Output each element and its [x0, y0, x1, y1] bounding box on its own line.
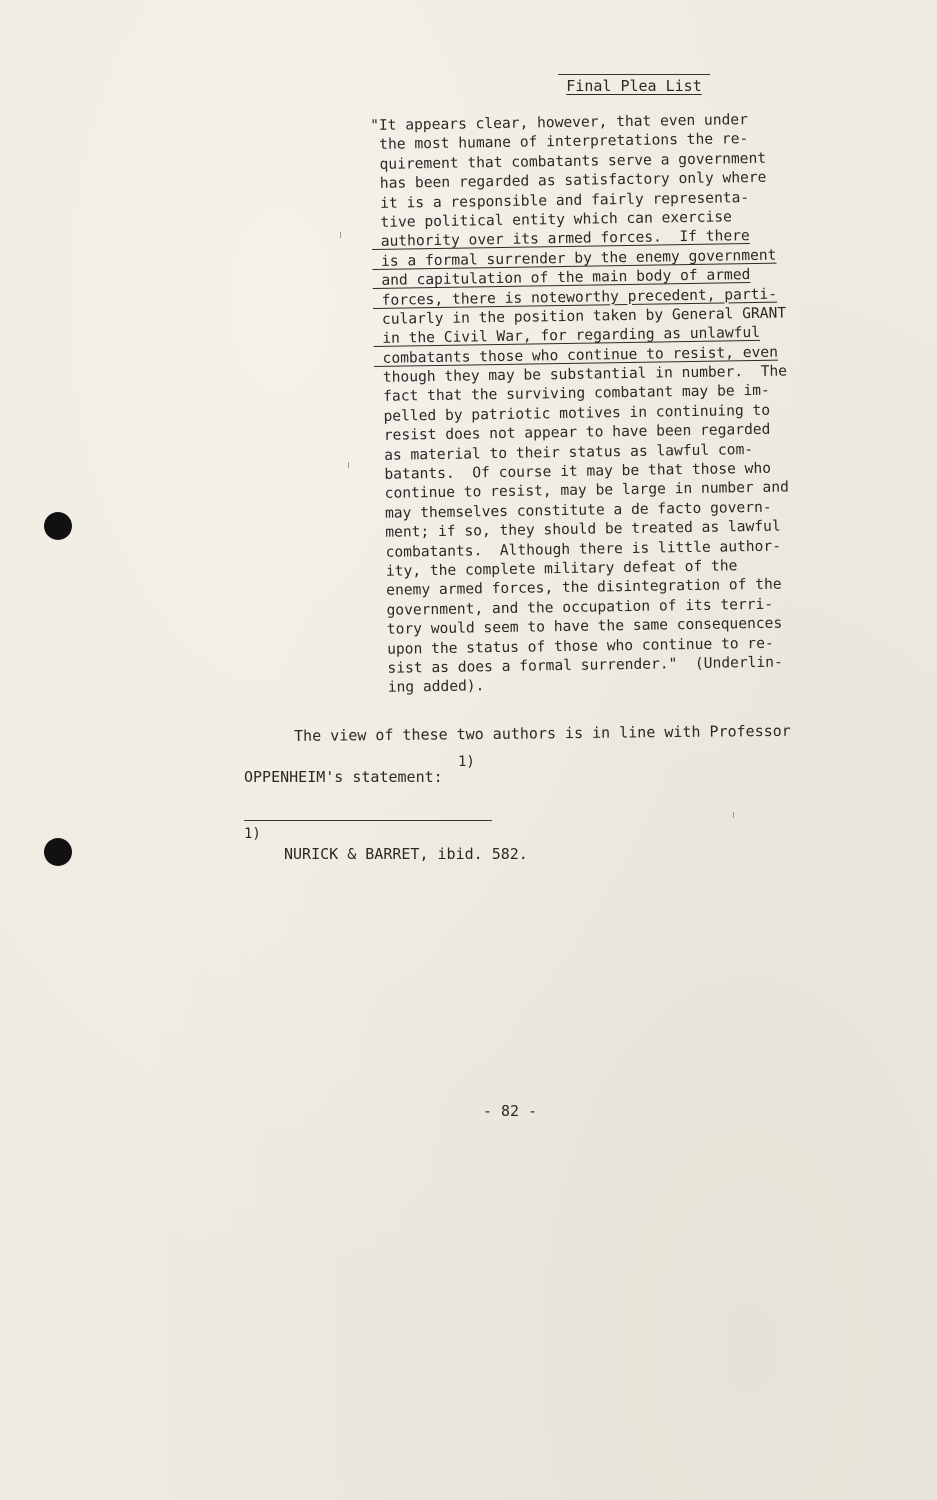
quote-line: government, and the occupation of its terri-	[377, 595, 774, 619]
paper-mark	[733, 812, 734, 818]
quote-line: enemy armed forces, the disintegration of the	[377, 575, 782, 600]
quote-line: sist as does a formal surrender." (Underlin-	[378, 653, 783, 677]
quote-line: as material to their status as lawful com-	[375, 440, 754, 464]
quote-line: combatants. Although there is little author-	[376, 537, 782, 561]
quote-line: the most humane of interpretations the re-	[370, 130, 749, 154]
quote-line: ing added).	[378, 677, 485, 697]
paper-mark	[340, 232, 341, 238]
quote-line: cularly in the position taken by General GRANT	[373, 304, 787, 328]
underlined-text: in the Civil War, for regarding as unlawful	[373, 324, 761, 348]
quote-line: it is a responsible and fairly representa-	[371, 188, 750, 212]
quote-line: continue to resist, may be large in number and	[375, 478, 789, 503]
footnote-text: NURICK & BARRET, ibid. 582.	[284, 845, 528, 863]
quote-line: resist does not appear to have been regarded	[374, 421, 771, 445]
quote-line: though they may be substantial in number. The	[373, 362, 788, 387]
quote-line: may themselves constitute a de facto govern-	[376, 498, 772, 522]
quote-line: pelled by patriotic motives in continuing to	[374, 401, 771, 425]
header-title: Final Plea List	[566, 77, 702, 95]
footnote-reference: 1)	[458, 754, 475, 770]
quote-line: "It appears clear, however, that even under	[370, 111, 749, 134]
quote-line: has been regarded as satisfactory only where	[370, 168, 767, 193]
underlined-text: authority over its armed forces. If there	[371, 227, 750, 251]
footnote-marker: 1)	[244, 826, 261, 842]
footnote-divider	[244, 820, 492, 821]
page-number: - 82 -	[482, 1102, 538, 1120]
underlined-text: forces, there is noteworthy precedent, parti-	[372, 285, 778, 309]
body-paragraph-line: The view of these two authors is in line with Professor	[294, 721, 791, 745]
punch-hole-bottom	[44, 838, 72, 866]
quote-line: ity, the complete military defeat of the	[377, 557, 738, 580]
page-header	[558, 74, 710, 95]
quote-line: tive political entity which can exercise	[371, 208, 732, 231]
underlined-text: and capitulation of the main body of armed	[372, 266, 751, 290]
body-paragraph-line: OPPENHEIM's statement:	[244, 768, 443, 786]
quote-line: batants. Of course it may be that those who	[375, 459, 772, 483]
quote-line: upon the status of those who continue to re-	[378, 634, 774, 658]
punch-hole-top	[44, 512, 72, 540]
underlined-text: is a formal surrender by the enemy government	[372, 246, 777, 270]
quote-line: fact that the surviving combatant may be im-	[374, 382, 770, 406]
quote-line: quirement that combatants serve a government	[370, 149, 767, 173]
block-quote	[370, 109, 849, 698]
underlined-text: combatants those who continue to resist, even	[373, 343, 779, 367]
quote-line: tory would seem to have the same consequences	[377, 614, 783, 639]
quote-line: ment; if so, they should be treated as lawful	[376, 517, 781, 542]
paper-mark	[348, 462, 349, 468]
